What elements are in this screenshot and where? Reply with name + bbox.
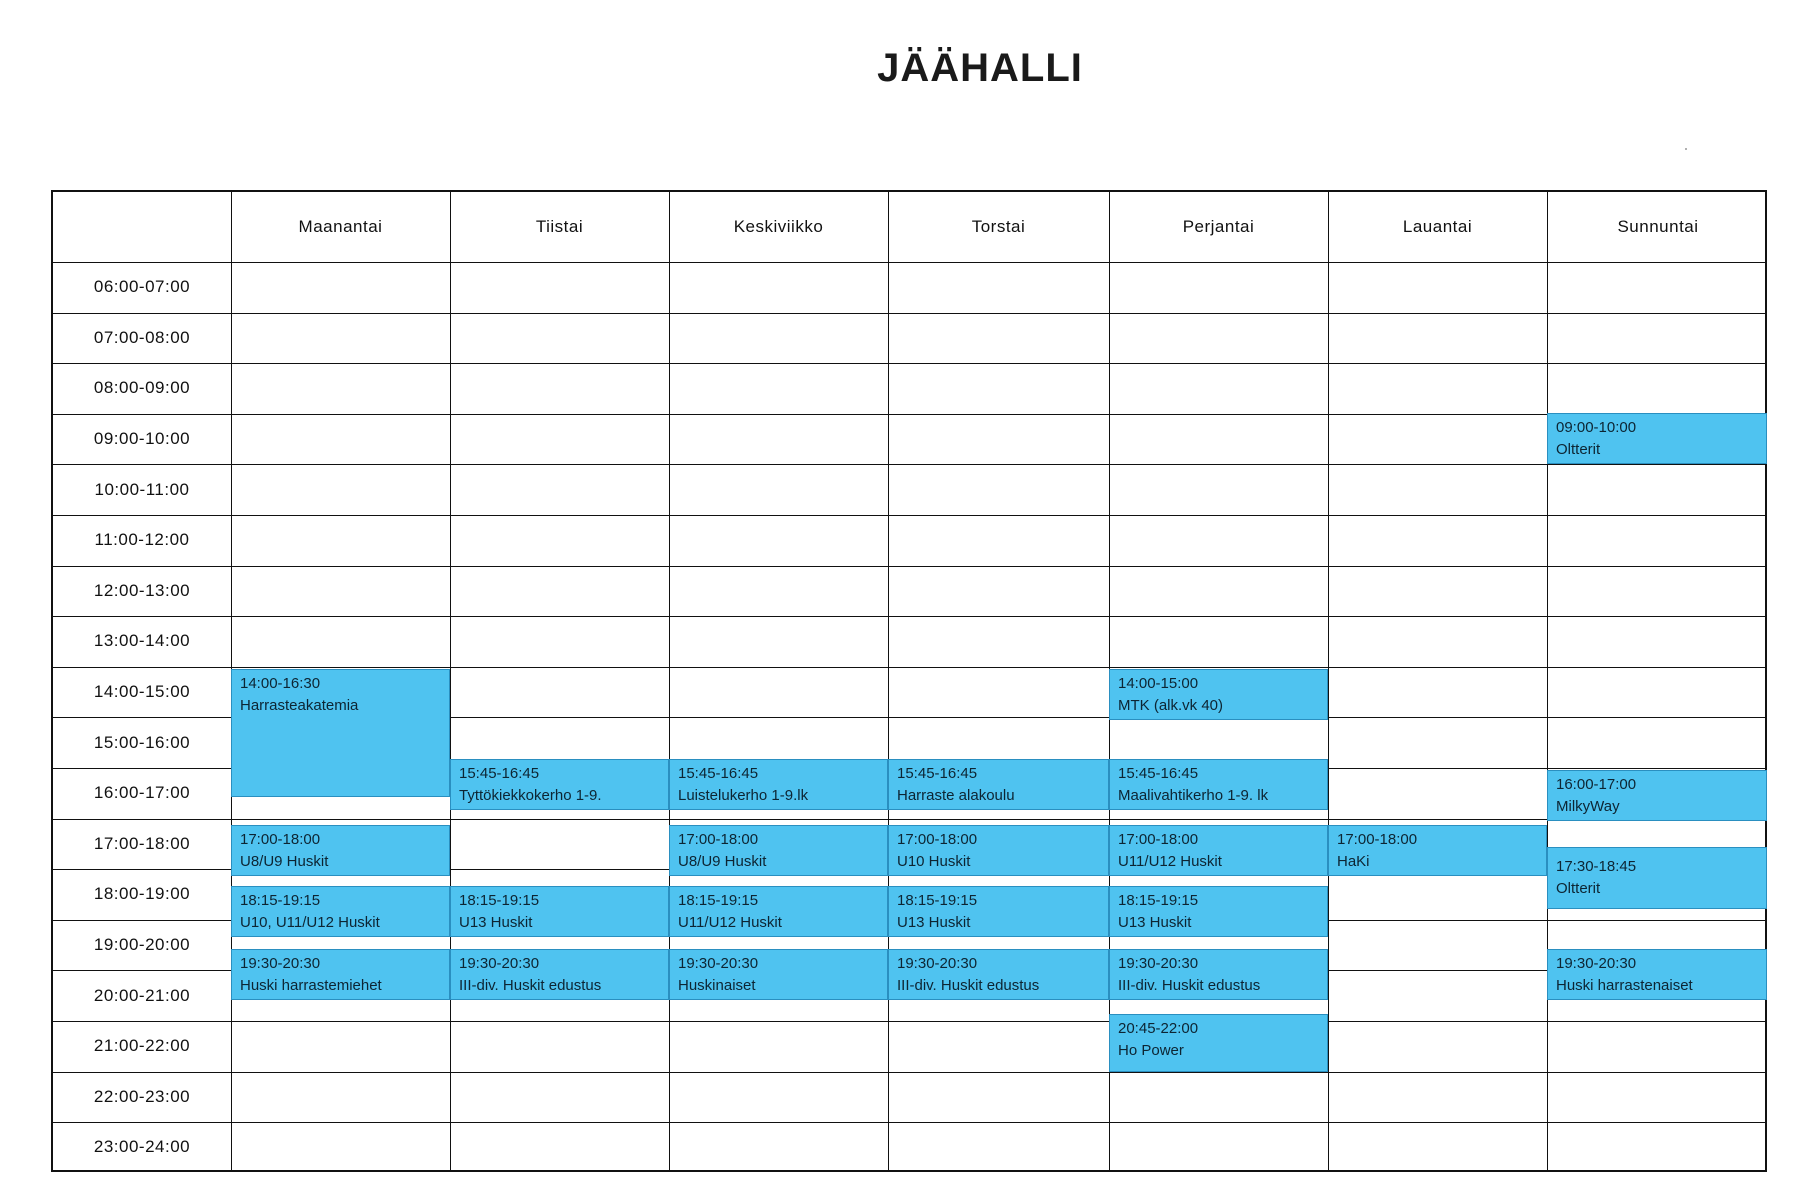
event-block[interactable]: 17:30-18:45 Oltterit <box>1547 847 1767 909</box>
row-divider <box>53 616 1765 617</box>
day-header-friday: Perjantai <box>1182 217 1255 236</box>
time-label: 12:00-13:00 <box>93 580 191 600</box>
event-block[interactable]: 18:15-19:15 U13 Huskit <box>450 886 669 937</box>
row-divider <box>53 464 1765 465</box>
event-block[interactable]: 17:00-18:00 U10 Huskit <box>888 825 1109 876</box>
event-block[interactable]: 19:30-20:30 III-div. Huskit edustus <box>888 949 1109 1000</box>
day-header-monday: Maanantai <box>298 217 383 236</box>
header-divider <box>53 262 1765 263</box>
day-header-saturday: Lauantai <box>1402 217 1473 236</box>
time-label: 06:00-07:00 <box>93 277 191 297</box>
time-label: 16:00-17:00 <box>93 783 191 803</box>
day-header-tuesday: Tiistai <box>535 217 584 236</box>
event-block[interactable]: 18:15-19:15 U13 Huskit <box>888 886 1109 937</box>
scan-speck <box>1685 148 1687 150</box>
event-block[interactable]: 17:00-18:00 U8/U9 Huskit <box>231 825 450 876</box>
time-label: 11:00-12:00 <box>94 530 190 550</box>
event-block[interactable]: 15:45-16:45 Luistelukerho 1-9.lk <box>669 759 888 810</box>
event-block[interactable]: 17:00-18:00 U11/U12 Huskit <box>1109 825 1328 876</box>
row-divider <box>53 1021 1765 1022</box>
row-divider <box>53 1072 1765 1073</box>
event-block[interactable]: 15:45-16:45 Maalivahtikerho 1-9. lk <box>1109 759 1328 810</box>
event-block[interactable]: 20:45-22:00 Ho Power <box>1109 1014 1328 1072</box>
event-block[interactable]: 15:45-16:45 Harraste alakoulu <box>888 759 1109 810</box>
row-divider <box>53 313 1765 314</box>
column-divider <box>1547 192 1548 1170</box>
page-title: JÄÄHALLI <box>877 46 1083 90</box>
column-divider <box>888 192 889 1170</box>
day-header-wednesday: Keskiviikko <box>733 217 824 236</box>
time-label: 08:00-09:00 <box>93 378 191 398</box>
time-label: 07:00-08:00 <box>93 327 191 347</box>
event-block[interactable]: 18:15-19:15 U10, U11/U12 Huskit <box>231 886 450 937</box>
day-header-thursday: Torstai <box>971 217 1026 236</box>
time-label: 15:00-16:00 <box>93 732 191 752</box>
time-label: 20:00-21:00 <box>93 985 191 1005</box>
event-block[interactable]: 14:00-16:30 Harrasteakatemia <box>231 669 450 797</box>
event-block[interactable]: 19:30-20:30 Huskinaiset <box>669 949 888 1000</box>
event-block[interactable]: 15:45-16:45 Tyttökiekkokerho 1-9. <box>450 759 669 810</box>
time-label: 18:00-19:00 <box>93 884 191 904</box>
time-label: 09:00-10:00 <box>93 429 191 449</box>
event-block[interactable]: 19:30-20:30 III-div. Huskit edustus <box>450 949 669 1000</box>
event-block[interactable]: 19:30-20:30 III-div. Huskit edustus <box>1109 949 1328 1000</box>
time-label: 23:00-24:00 <box>93 1137 191 1157</box>
time-label: 14:00-15:00 <box>93 682 191 702</box>
day-header-sunday: Sunnuntai <box>1617 217 1699 236</box>
event-block[interactable]: 17:00-18:00 HaKi <box>1328 825 1547 876</box>
row-divider <box>53 363 1765 364</box>
event-block[interactable]: 09:00-10:00 Oltterit <box>1547 413 1767 464</box>
event-block[interactable]: 16:00-17:00 MilkyWay <box>1547 770 1767 821</box>
time-label: 10:00-11:00 <box>94 479 190 499</box>
row-divider <box>53 819 1765 820</box>
title-area <box>0 0 1805 120</box>
event-block[interactable]: 14:00-15:00 MTK (alk.vk 40) <box>1109 669 1328 720</box>
schedule-grid <box>51 190 1767 1172</box>
time-label: 21:00-22:00 <box>93 1036 191 1056</box>
column-divider <box>1328 192 1329 1170</box>
time-label: 13:00-14:00 <box>93 631 191 651</box>
row-divider <box>53 1122 1765 1123</box>
column-divider <box>669 192 670 1170</box>
event-block[interactable]: 19:30-20:30 Huski harrastemiehet <box>231 949 450 1000</box>
event-block[interactable]: 18:15-19:15 U13 Huskit <box>1109 886 1328 937</box>
event-block[interactable]: 18:15-19:15 U11/U12 Huskit <box>669 886 888 937</box>
time-label: 17:00-18:00 <box>93 833 191 853</box>
row-divider <box>53 414 1765 415</box>
event-block[interactable]: 19:30-20:30 Huski harrastenaiset <box>1547 949 1767 1000</box>
row-divider <box>53 667 1765 668</box>
row-divider <box>53 566 1765 567</box>
time-label: 22:00-23:00 <box>93 1086 191 1106</box>
event-block[interactable]: 17:00-18:00 U8/U9 Huskit <box>669 825 888 876</box>
column-divider <box>450 192 451 1170</box>
time-label: 19:00-20:00 <box>93 935 191 955</box>
row-divider <box>53 515 1765 516</box>
